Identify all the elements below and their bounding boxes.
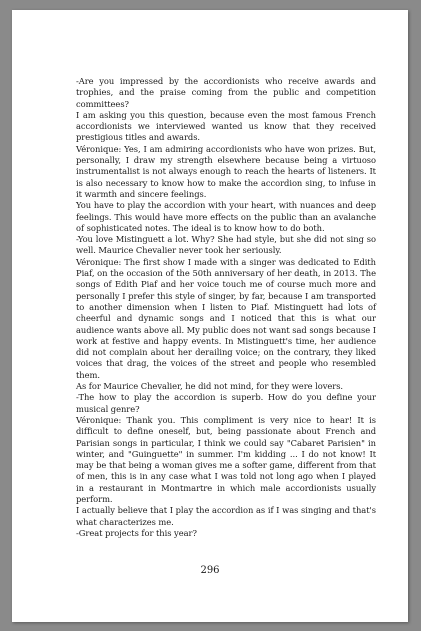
paragraph-question-mistinguett: -You love Mistinguett a lot. Why? She had style, but she did not sing so well. Maurice Chevalier never took her seriously.: [76, 234, 376, 256]
paragraph-answer-genre: Véronique: Thank you. This compliment is very nice to hear! It is difficult to define oneself, but, being passionate about French and Parisian songs in particular, I think we could say "Cabaret Parisien" in winter, and "Guinguette" in summer. I'm kidding ... I do not know! It may be that being a woman gives me a softer game, different from that of men, this is in any case what I was told not long ago when I played in a restaurant in Montmartre in which male accordionists usually perform.: [76, 414, 376, 504]
paragraph-question-projects: -Great projects for this year?: [76, 527, 197, 538]
paragraph-answer-piaf: Véronique: The first show I made with a singer was dedicated to Edith Piaf, on the occasion of the 50th anniversary of her death, in 2013. The songs of Edith Piaf and her voice touch me of course much more and personally I prefer this style of singer, by far, because I am transported to another dimension when I listen to Piaf. Mistinguett had lots of cheerful and dynamic songs and I noticed that this is what our audience wants above all. My public does not want sad songs because I work at festive and happy events. In Mistinguett's time, her audience did not complain about her derailing voice; on the contrary, they liked voices that drag, the voices of the street and people who resembled them.: [76, 256, 376, 380]
paragraph-question-awards: -Are you impressed by the accordionists who receive awards and trophies, and the praise coming from the public and competition committees?: [76, 76, 376, 109]
paragraph-singing: I actually believe that I play the accordion as if I was singing and that's what characterizes me.: [76, 505, 376, 527]
paragraph-answer-heart: You have to play the accordion with your heart, with nuances and deep feelings. This would have more effects on the public than an avalanche of sophisticated notes. The ideal is to know how to do both.: [76, 200, 376, 233]
page-number: 296: [200, 565, 220, 576]
body-text: [76, 76, 376, 539]
paragraph-chevalier: As for Maurice Chevalier, he did not mind, for they were lovers.: [76, 381, 344, 392]
document-page: [12, 10, 408, 622]
paragraph-answer-awards: Véronique: Yes, I am admiring accordionists who have won prizes. But, personally, I draw my strength elsewhere because being a virtuoso instrumentalist is not always enough to reach the hearts of listeners. It is also necessary to know how to make the accordion sing, to infuse in it warmth and sincere feelings.: [76, 143, 376, 199]
paragraph-question-genre: -The how to play the accordion is superb. How do you define your musical genre?: [76, 392, 376, 414]
paragraph-context-awards: I am asking you this question, because even the most famous French accordionists we interviewed wanted us know that they received prestigious titles and awards.: [76, 109, 376, 143]
